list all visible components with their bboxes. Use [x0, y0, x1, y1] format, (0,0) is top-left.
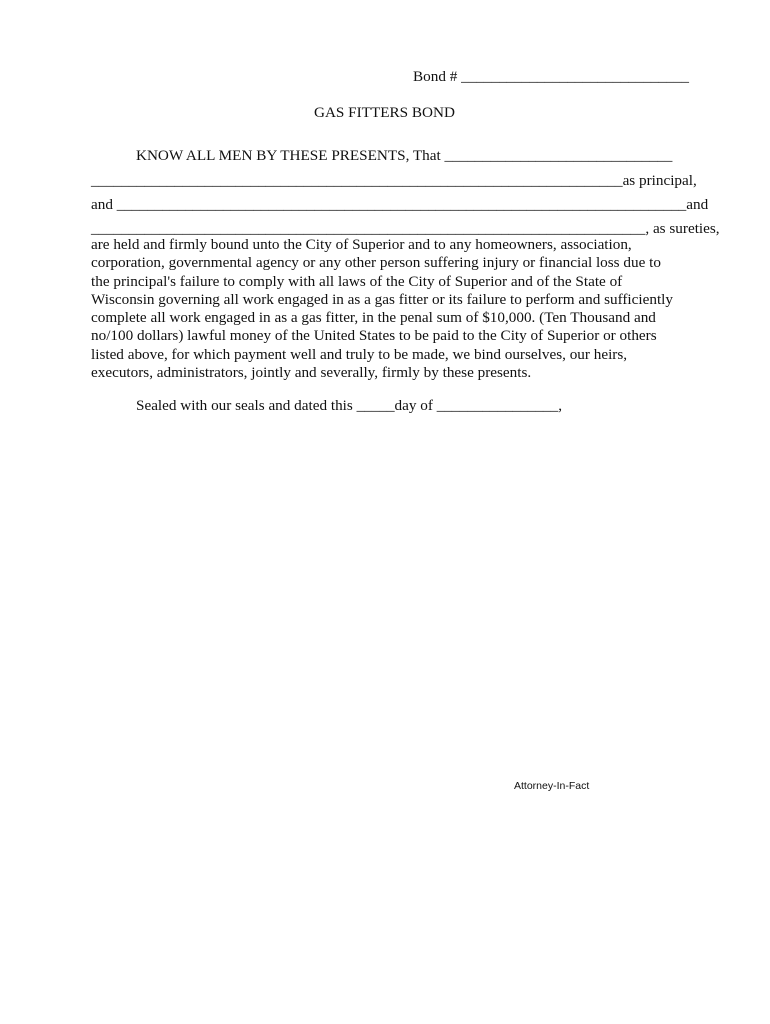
know-all-men-line: KNOW ALL MEN BY THESE PRESENTS, That ______________________________ — [136, 147, 673, 164]
sureties-line: _________________________________________________________________________, as sureties, — [91, 220, 720, 237]
body-line: Wisconsin governing all work engaged in as a gas fitter or its failure to perform and sufficiently — [91, 290, 673, 308]
body-line: the principal's failure to comply with all laws of the City of Superior and of the State of — [91, 272, 623, 290]
document-title: GAS FITTERS BOND — [314, 104, 455, 121]
and-line: and ___________________________________________________________________________and — [91, 196, 709, 213]
body-line: executors, administrators, jointly and severally, firmly by these presents. — [91, 364, 532, 382]
bond-number-field: Bond # ______________________________ — [413, 68, 689, 85]
body-line: corporation, governmental agency or any other person suffering injury or financial loss due to — [91, 254, 661, 272]
principal-line: ______________________________________________________________________as principal, — [91, 172, 697, 189]
body-paragraph — [91, 236, 691, 382]
body-line: no/100 dollars) lawful money of the United States to be paid to the City of Superior or others — [91, 327, 657, 345]
body-line: listed above, for which payment well and truly to be made, we bind ourselves, our heirs, — [91, 345, 628, 363]
sealed-dated-line: Sealed with our seals and dated this _____day of ________________, — [136, 397, 563, 414]
body-line: complete all work engaged in as a gas fitter, in the penal sum of $10,000. (Ten Thousand and — [91, 309, 656, 327]
body-line: are held and firmly bound unto the City of Superior and to any homeowners, association, — [91, 236, 632, 253]
attorney-in-fact-label: Attorney-In-Fact — [514, 780, 590, 792]
